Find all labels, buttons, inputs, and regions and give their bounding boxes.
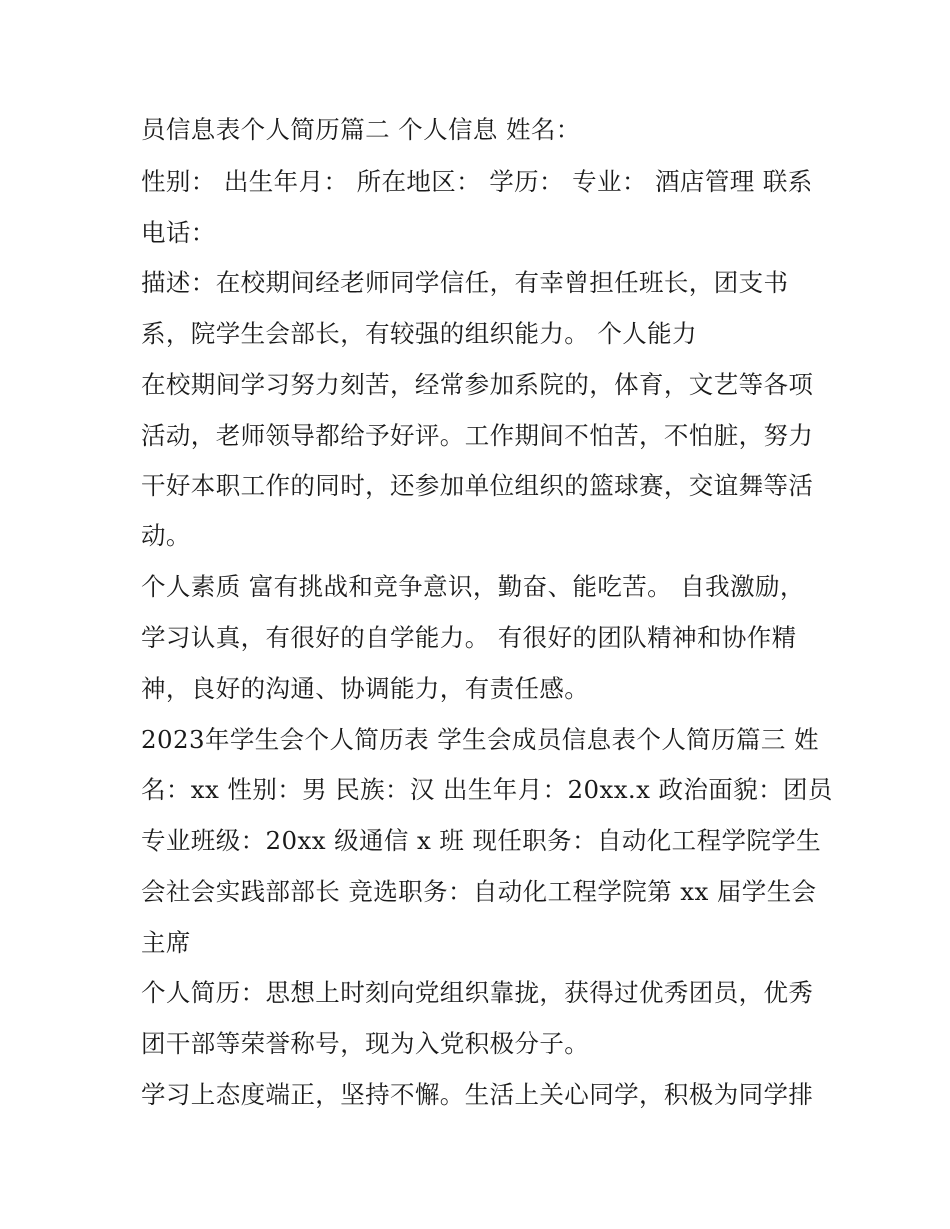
text-line-1: 员信息表个人简历篇二 个人信息 姓名： (141, 115, 581, 144)
text-line-11: 学习认真，有很好的自学能力。 有很好的团队精神和协作精 (141, 623, 797, 652)
text-line-14: 名：xx 性别：男 民族：汉 出生年月：20xx.x 政治面貌：团员 (141, 775, 833, 804)
text-line-12: 神，良好的沟通、协调能力，有责任感。 (141, 674, 590, 703)
text-line-2: 性别： 出生年月： 所在地区： 学历： 专业： 酒店管理 联系 (141, 167, 813, 196)
text-line-3: 电话： (141, 218, 216, 247)
text-line-17: 主席 (141, 928, 191, 957)
text-line-9: 动。 (141, 521, 191, 550)
text-line-8: 干好本职工作的同时，还参加单位组织的篮球赛，交谊舞等活 (141, 471, 814, 500)
text-line-10: 个人素质 富有挑战和竞争意识，勤奋、能吃苦。 自我激励， (141, 572, 805, 601)
text-line-6: 在校期间学习努力刻苦，经常参加系院的，体育，文艺等各项 (141, 370, 814, 399)
text-line-18: 个人简历：思想上时刻向党组织靠拢，获得过优秀团员，优秀 (141, 978, 814, 1007)
text-line-4: 描述：在校期间经老师同学信任，有幸曾担任班长，团支书 (141, 268, 789, 297)
text-line-16: 会社会实践部部长 竞选职务：自动化工程学院第 xx 届学生会 (141, 877, 817, 906)
text-line-13: 2023年学生会个人简历表 学生会成员信息表个人简历篇三 姓 (141, 725, 819, 754)
text-line-5: 系，院学生会部长，有较强的组织能力。 个人能力 (141, 319, 697, 348)
text-line-20: 学习上态度端正，坚持不懈。生活上关心同学，积极为同学排 (141, 1080, 814, 1109)
text-line-7: 活动，老师领导都给予好评。工作期间不怕苦，不怕脏，努力 (141, 421, 814, 450)
text-line-19: 团干部等荣誉称号，现为入党积极分子。 (141, 1029, 590, 1058)
text-line-15: 专业班级：20xx 级通信 x 班 现任职务：自动化工程学院学生 (141, 826, 822, 855)
